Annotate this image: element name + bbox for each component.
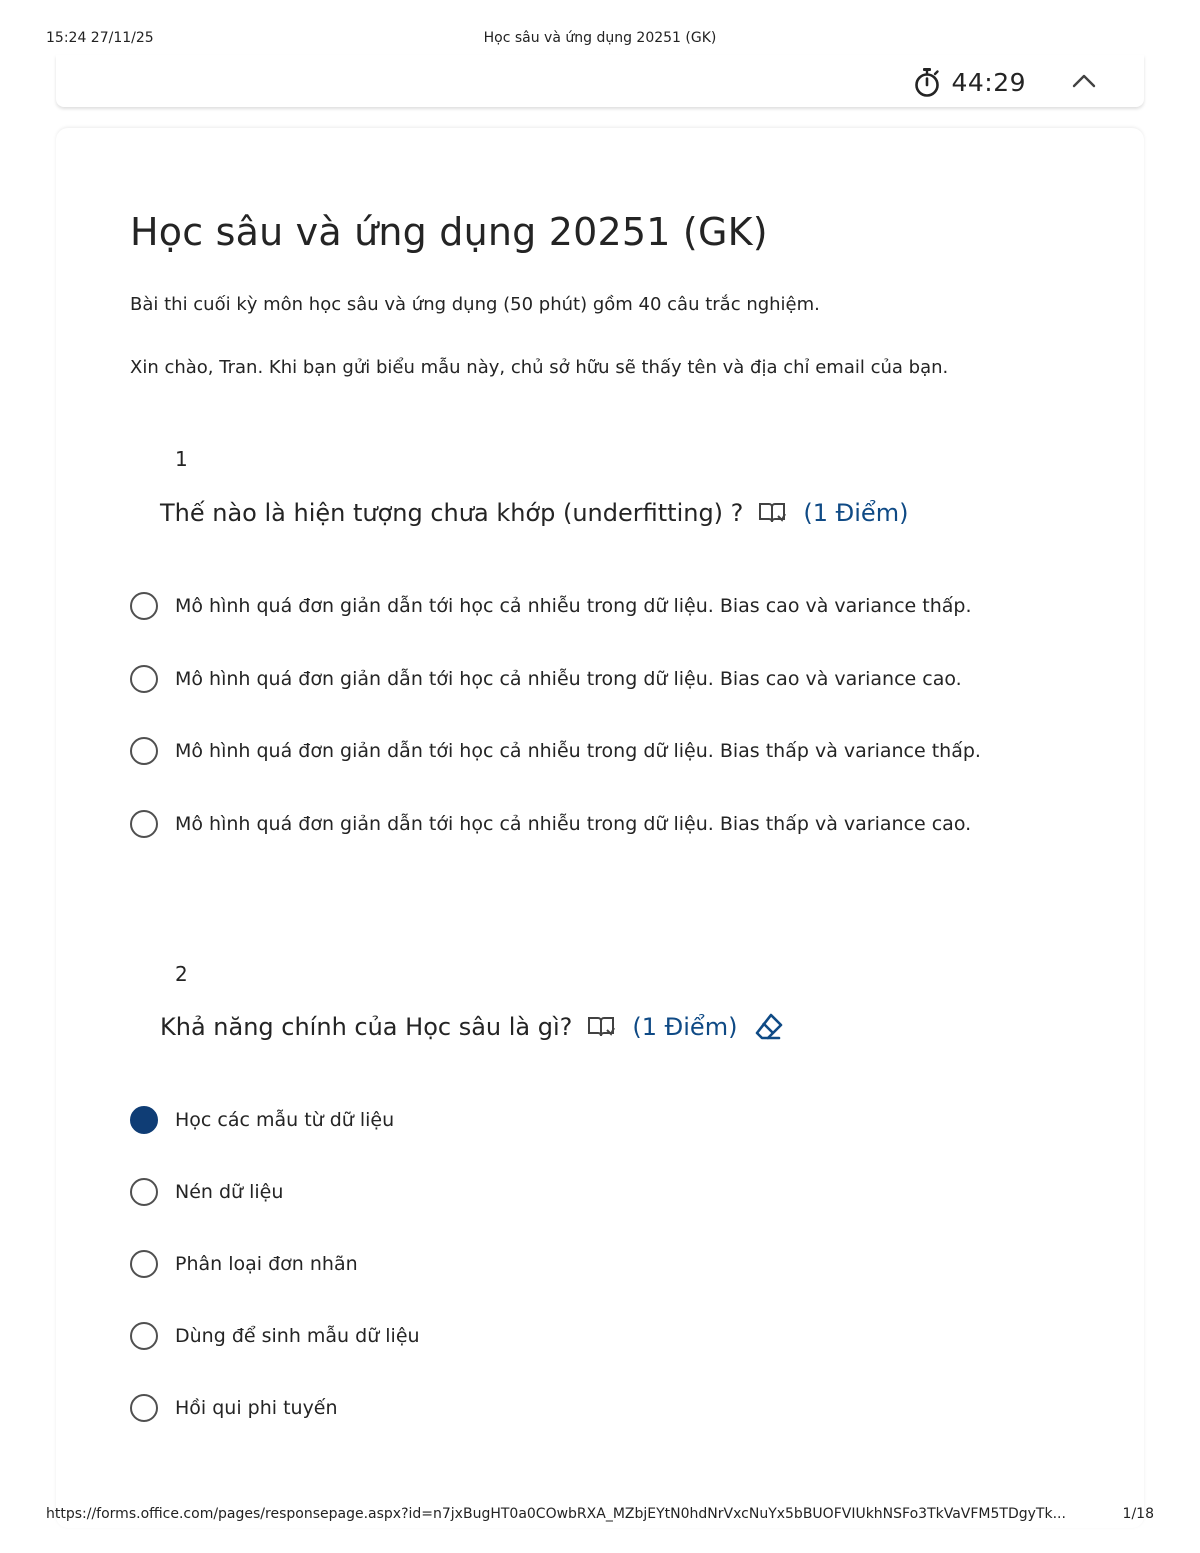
stopwatch-icon <box>913 67 941 97</box>
option-label: Dùng để sinh mẫu dữ liệu <box>175 1325 420 1347</box>
print-footer <box>46 1506 1154 1526</box>
option-2-2[interactable] <box>130 1178 283 1206</box>
option-label: Mô hình quá đơn giản dẫn tới học cả nhiễu trong dữ liệu. Bias thấp và variance cao. <box>175 813 972 835</box>
timer-bar <box>56 55 1144 107</box>
option-2-4[interactable] <box>130 1322 420 1350</box>
question-title-row <box>160 499 908 527</box>
option-2-5[interactable] <box>130 1394 338 1422</box>
option-label: Mô hình quá đơn giản dẫn tới học cả nhiễu trong dữ liệu. Bias cao và variance thấp. <box>175 595 972 617</box>
question-title: Thế nào là hiện tượng chưa khớp (underfitting) ? <box>160 499 744 527</box>
timer-value: 44:29 <box>951 67 1026 97</box>
option-2-1[interactable] <box>130 1106 394 1134</box>
print-header <box>46 30 1154 50</box>
print-document-title: Học sâu và ứng dụng 20251 (GK) <box>483 30 717 46</box>
immersive-reader-icon[interactable] <box>586 1014 616 1040</box>
question-1 <box>130 445 1090 845</box>
radio-button[interactable] <box>130 1250 158 1278</box>
option-label: Học các mẫu từ dữ liệu <box>175 1109 395 1131</box>
option-label: Mô hình quá đơn giản dẫn tới học cả nhiễu trong dữ liệu. Bias cao và variance cao. <box>175 668 962 690</box>
radio-button[interactable] <box>130 737 158 765</box>
form-title: Học sâu và ứng dụng 20251 (GK) <box>130 210 768 254</box>
print-timestamp: 15:24 27/11/25 <box>46 30 154 46</box>
option-1-1[interactable] <box>130 592 971 620</box>
radio-button[interactable] <box>130 592 158 620</box>
timer <box>913 67 1026 97</box>
print-url: https://forms.office.com/pages/responsepage.aspx?id=n7jxBugHT0a0COwbRXA_MZbjEYtN0hdNrVxcNuYx5bBUOFVIUkhNSFo3TkVaVFM5TDgyTk... <box>46 1506 1066 1522</box>
eraser-icon[interactable] <box>753 1011 785 1043</box>
radio-button[interactable] <box>130 665 158 693</box>
radio-button[interactable] <box>130 810 158 838</box>
option-label: Mô hình quá đơn giản dẫn tới học cả nhiễu trong dữ liệu. Bias thấp và variance thấp. <box>175 740 981 762</box>
immersive-reader-icon[interactable] <box>757 500 787 526</box>
question-points: (1 Điểm) <box>803 499 909 527</box>
radio-button[interactable] <box>130 1178 158 1206</box>
option-1-4[interactable] <box>130 810 971 838</box>
option-label: Nén dữ liệu <box>175 1181 284 1203</box>
radio-button-selected[interactable] <box>130 1106 158 1134</box>
form-description: Bài thi cuối kỳ môn học sâu và ứng dụng (50 phút) gồm 40 câu trắc nghiệm. <box>130 294 820 315</box>
question-title-row <box>160 1011 785 1043</box>
radio-button[interactable] <box>130 1322 158 1350</box>
question-title: Khả năng chính của Học sâu là gì? <box>160 1013 573 1041</box>
option-label: Hồi qui phi tuyến <box>175 1397 338 1419</box>
page-number: 1/18 <box>1122 1506 1154 1522</box>
option-label: Phân loại đơn nhãn <box>175 1253 358 1275</box>
question-2 <box>130 960 1090 1430</box>
question-number: 1 <box>175 447 188 471</box>
radio-button[interactable] <box>130 1394 158 1422</box>
option-1-2[interactable] <box>130 665 962 693</box>
option-1-3[interactable] <box>130 737 981 765</box>
form-greeting: Xin chào, Tran. Khi bạn gửi biểu mẫu này, chủ sở hữu sẽ thấy tên và địa chỉ email của bạn. <box>130 357 949 378</box>
chevron-up-icon[interactable] <box>1070 69 1098 93</box>
option-2-3[interactable] <box>130 1250 358 1278</box>
question-points: (1 Điểm) <box>632 1013 738 1041</box>
question-number: 2 <box>175 962 188 986</box>
